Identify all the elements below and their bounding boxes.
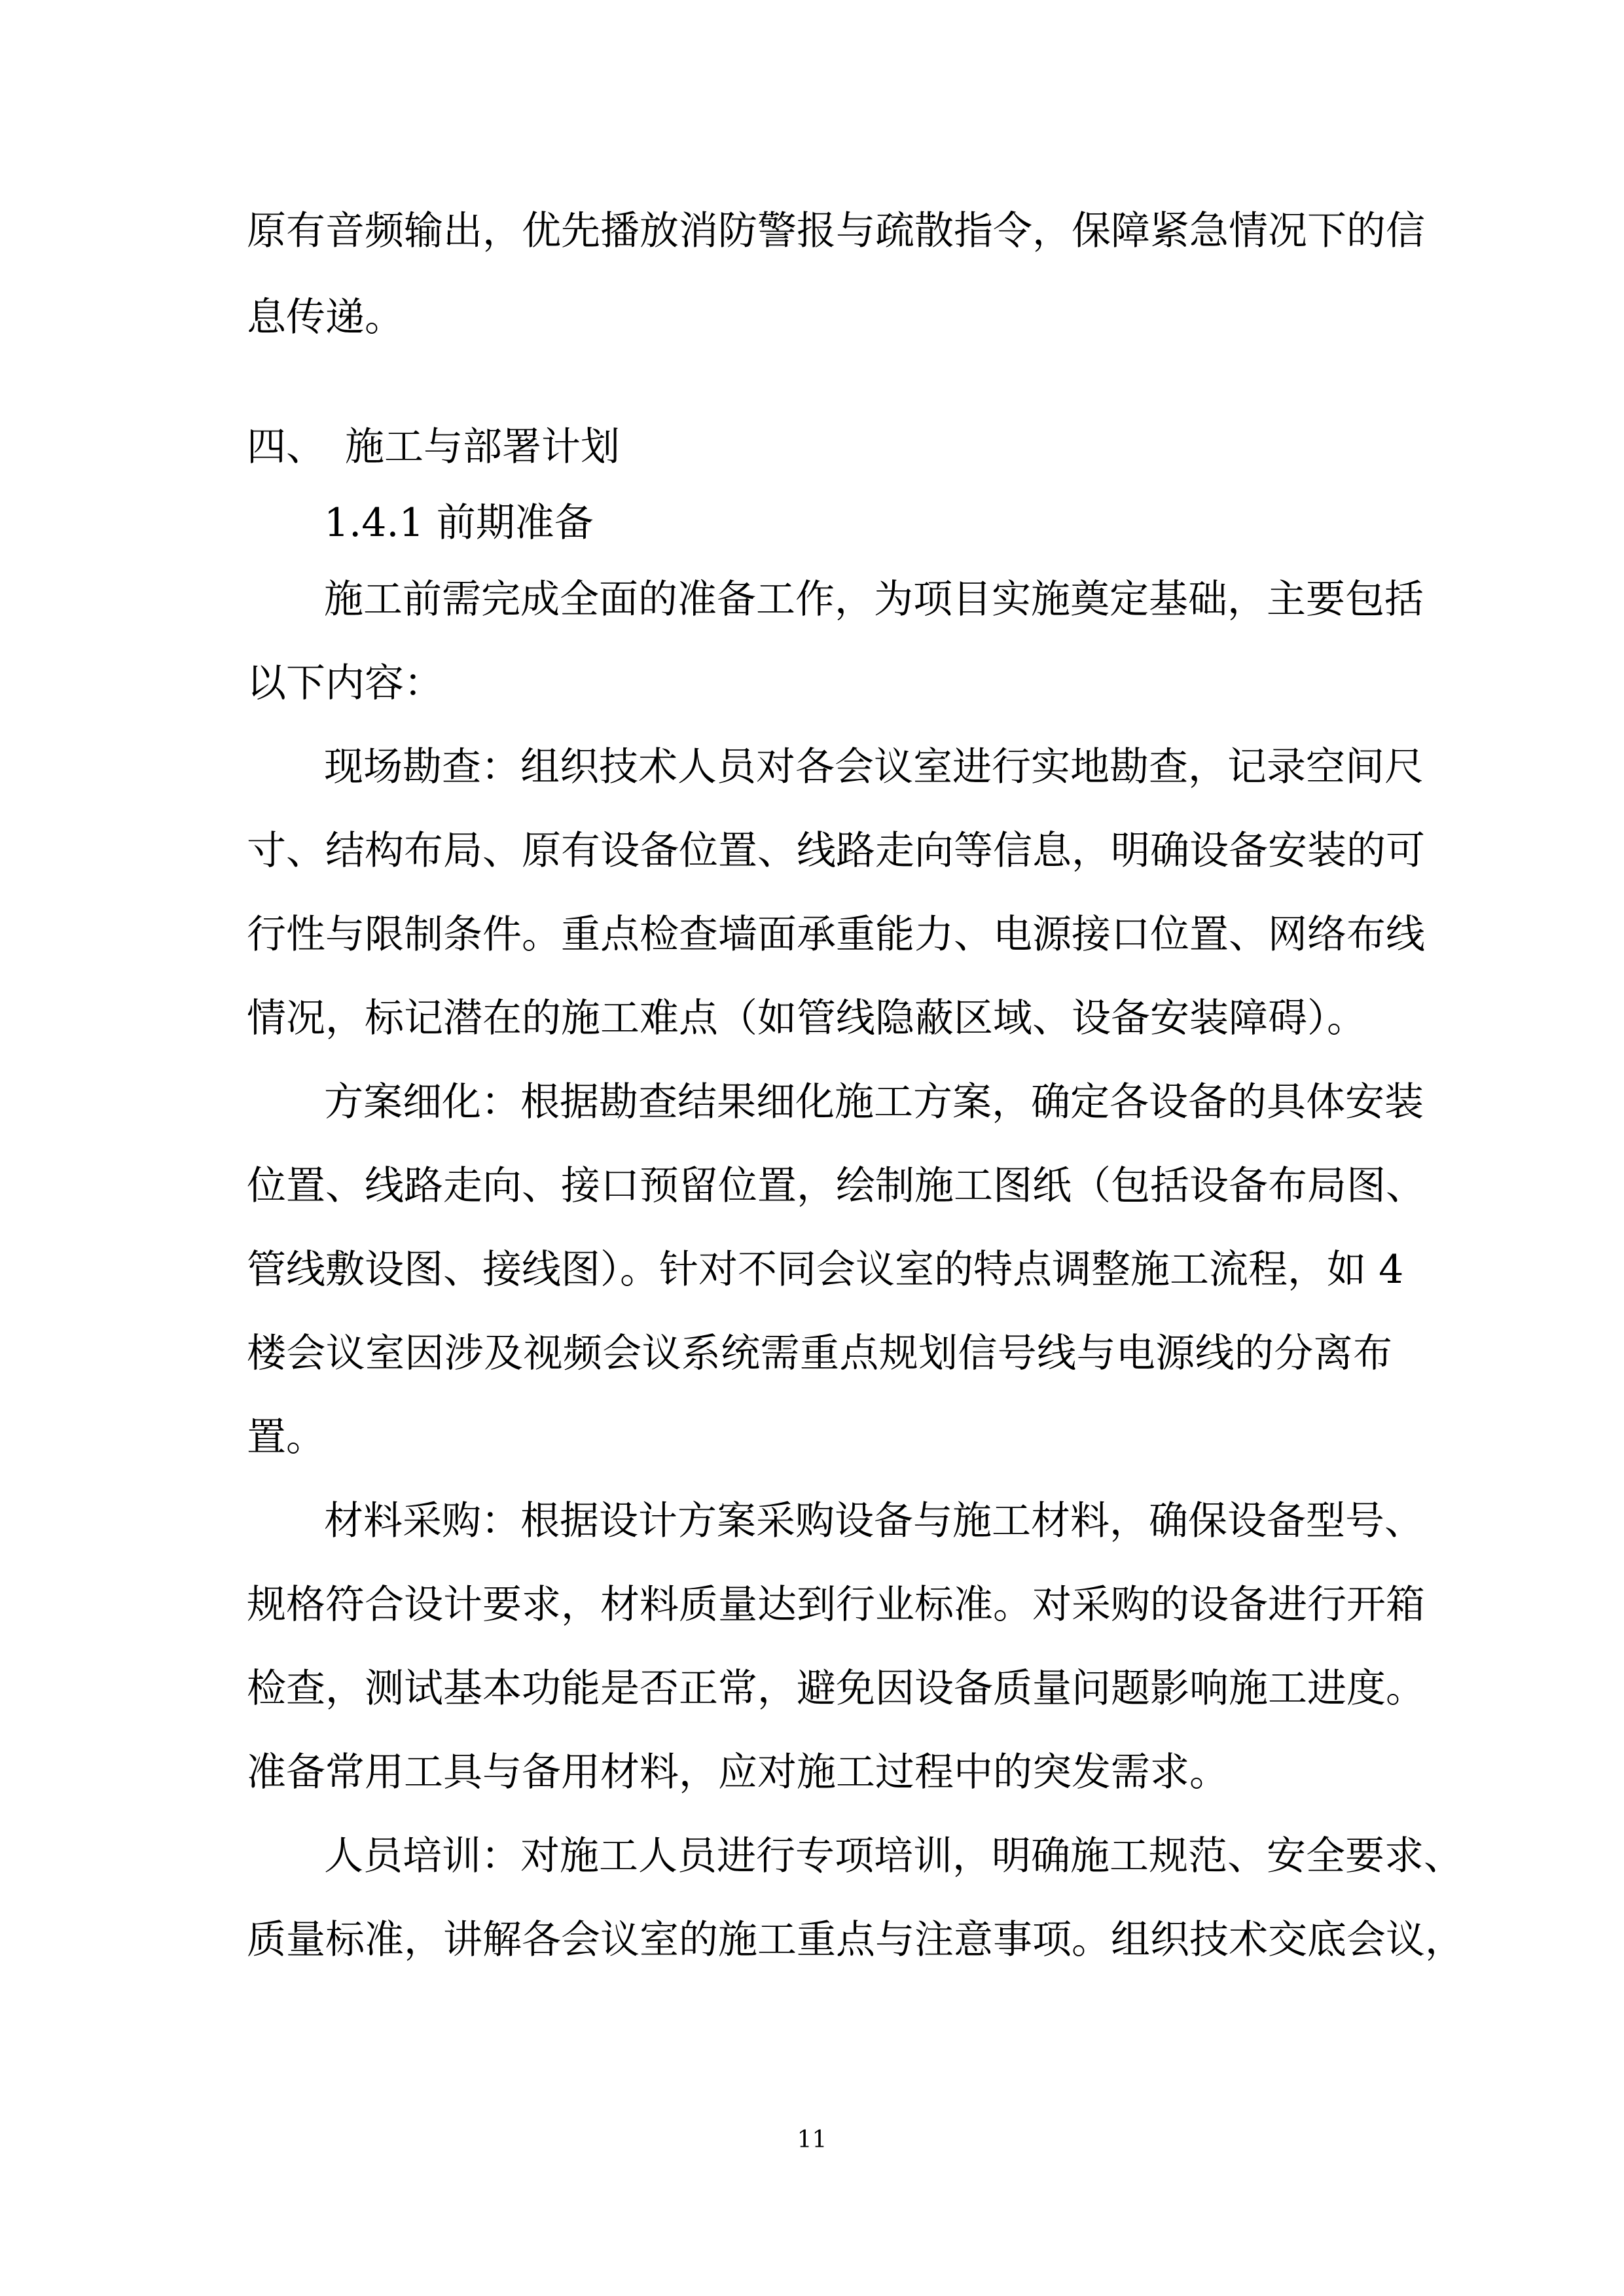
page-content [247,208,1464,1963]
section-number: 四、 [247,424,325,470]
text-line: 检查，测试基本功能是否正常，避免因设备质量问题影响施工进度。 [247,1666,1425,1712]
text-line: 管线敷设图、接线图）。针对不同会议室的特点调整施工流程，如 4 [247,1247,1404,1293]
text-line: 人员培训：对施工人员进行专项培训，明确施工规范、安全要求、 [324,1833,1463,1879]
text-line: 施工前需完成全面的准备工作，为项目实施奠定基础，主要包括 [324,577,1424,622]
section-title: 施工与部署计划 [345,424,620,470]
text-line: 质量标准，讲解各会议室的施工重点与注意事项。组织技术交底会议， [247,1917,1464,1963]
section-heading [247,424,1392,470]
paragraph-intro [247,577,1424,706]
text-line: 楼会议室因涉及视频会议系统需重点规划信号线与电源线的分离布 [247,1331,1392,1376]
text-line: 行性与限制条件。重点检查墙面承重能力、电源接口位置、网络布线 [247,912,1425,958]
text-line: 置。 [247,1414,325,1460]
intro-paragraph [247,208,1425,340]
paragraph-material-procurement [247,1498,1425,1795]
text-line: 寸、结构布局、原有设备位置、线路走向等信息，明确设备安装的可 [247,828,1425,874]
page-number: 11 [797,2126,827,2153]
text-line: 以下内容： [247,660,443,706]
subsection-heading: 1.4.1 前期准备 [324,500,594,546]
paragraph-site-survey [247,744,1425,1041]
text-line: 方案细化：根据勘查结果细化施工方案，确定各设备的具体安装 [324,1079,1424,1125]
paragraph-staff-training [247,1833,1464,1963]
text-line: 规格符合设计要求，材料质量达到行业标准。对采购的设备进行开箱 [247,1582,1425,1628]
paragraph-plan-refinement [247,1079,1425,1460]
text-line: 原有音频输出，优先播放消防警报与疏散指令，保障紧急情况下的信 [247,208,1425,254]
text-line: 材料采购：根据设计方案采购设备与施工材料，确保设备型号、 [324,1498,1424,1544]
text-line: 准备常用工具与备用材料，应对施工过程中的突发需求。 [247,1749,1229,1795]
text-line: 息传递。 [247,295,404,340]
text-line: 现场勘查：组织技术人员对各会议室进行实地勘查，记录空间尺 [324,744,1424,790]
text-line: 位置、线路走向、接口预留位置，绘制施工图纸（包括设备布局图、 [247,1163,1425,1209]
text-line: 情况，标记潜在的施工难点（如管线隐蔽区域、设备安装障碍）。 [247,996,1366,1041]
